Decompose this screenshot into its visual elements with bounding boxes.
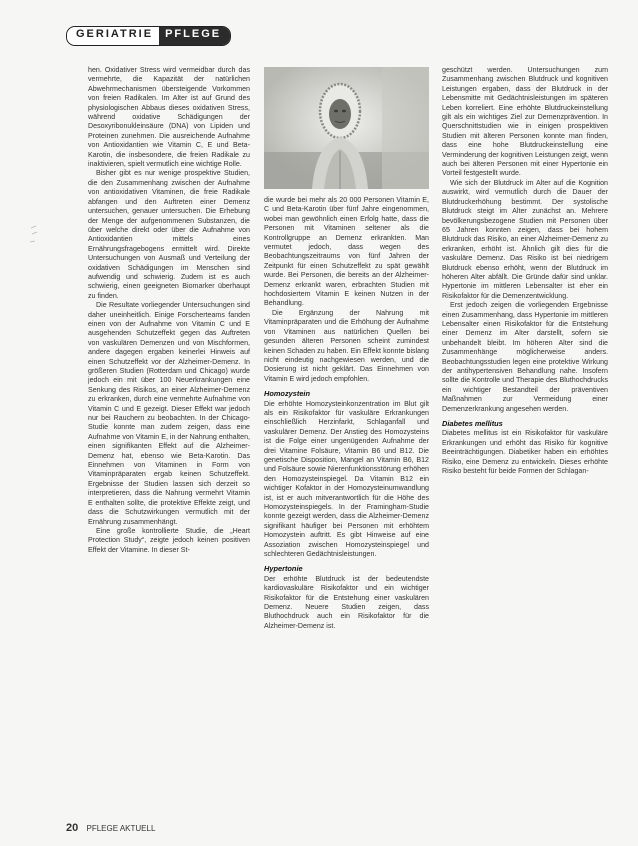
portrait-photo [264,67,429,189]
paragraph: Die Resultate vorliegender Untersuchungen sind daher uneinheitlich. Einige Forscherteams fanden einen von der Aufnahme von Vitamin C und E ausgehenden Schutzeffekt gegen das Auftreten von vaskulären Demenzen und von Mischformen, andere dagegen ergaben keinerlei Hinweis auf einen Schutzeffekt vor der Alzheimer-Demenz. In größeren Studien (Rotterdam und Chicago) wurde jedoch ein mit über 100 Neuerkrankungen eine Senkung des Risikos, an einer Alzheimer-Demenz zu erkranken, durch eine vermehrte Aufnahme von Vitamin C und E gezeigt. Dieser Effekt war jedoch nur bei Rauchern zu beobachten. In der Chicago-Studie konnte man zudem zeigen, dass eine Aufnahme von Vitamin E, in der Nahrung enthalten, einen signifikanten Effekt auf die Alzheimer-Demenz hat, ebenso wie Beta-Karotin. Das Einnehmen von Vitaminen in Form von Vitaminpräparaten ergab keinen Schutzeffekt. Ergebnisse der Studien lassen sich derzeit so interpretieren, dass die Nahrung vermehrt Vitamin E enthalten sollte, die protektive Effekte zeigt, und dass die Schutzwirkungen vermutlich mit der Ernährung zusammenhängt. [88,301,250,526]
paragraph: Der erhöhte Blutdruck ist der bedeutendste kardiovaskuläre Risikofaktor und ein wichtiger Risikofaktor für die Entstehung einer vaskulären Demenz. Neuere Studien zeigen, dass Bluthochdruck auch ein Risikofaktor für die Alzheimer-Demenz ist. [264,574,429,630]
paragraph: Bisher gibt es nur wenige prospektive Studien, die den Zusammenhang zwischen der Aufnahme von antioxidativen Vitaminen, die freie Radikale abfangen und den Auftreten einer Demenz untersuchen, genauer untersuchen. Die Erhebung der Menge der aufgenommenen Substanzen, die über welche direkt oder über die Aufnahme von Antioxidantien mittels eines Ernährungsfragebogens ermittelt wird. Direkte Untersuchungen von Ausmaß und Verteilung der oxidativen Schädigungen im Menschen sind aufwendig und schwierig. Zudem ist es auch schwierig, einen geeigneten Biomarker überhaupt zu finden. [88,169,250,300]
section-header [66,26,231,46]
page-footer [66,822,155,834]
text-column-middle [264,196,429,631]
paragraph: die wurde bei mehr als 20 000 Personen Vitamin E, C und Beta-Karotin über fünf Jahre eingenommen, wobei man gewöhnlich einen Erfolg hatte, dass die Personen mit Vitaminen seltener als die Kontrollgruppe an Demenz erkrankten. Man vermutet jedoch, dass wegen des Beobachtungszeitraums von fünf Jahren der Zeitpunkt für einen Schutzeffekt zu spät gewählt wurde. Bei Personen, die bereits an der Alzheimer-Demenz erkrankt waren, erbrachten Studien mit hochdosiertem Vitamin E keinen Nutzen in der Behandlung. [264,196,429,308]
paragraph: Die Ergänzung der Nahrung mit Vitaminpräparaten und die Erhöhung der Aufnahme von Vitaminen aus natürlichen Quellen bei gesunden älteren Personen scheint zumindest keinen Schaden zu haben. Ein Effekt konnte bislang nicht eindeutig nachgewiesen werden, und die Dosierung ist nicht geklärt. Das Einnehmen von Vitamin E wird jedoch empfohlen. [264,308,429,383]
paragraph: Erst jedoch zeigen die vorliegenden Ergebnisse einen Zusammenhang, dass Hypertonie im mittleren Lebensalter einen Risikofaktor für die Entstehung einer Demenz im Alter darstellt, sofern sie unbehandelt bleibt. Im höheren Alter sind die Zusammenhänge möglicherweise anders. Beobachtungsstudien legen eine protektive Wirkung der antihypertensiven Behandlung nahe. Insofern sollte die Kontrolle und Therapie des Bluthochdrucks ein wichtiger Bestandteil der präventiven Maßnahmen zur Vermeidung einer Demenzerkrankung angesehen werden. [442,301,608,413]
subheading-diabetes: Diabetes mellitus [442,419,503,429]
paragraph: Die erhöhte Homozysteinkonzentration im Blut gilt als ein Risikofaktor für vaskuläre Erkrankungen einschließlich Herzinfarkt, Schlaganfall und vaskulärer Demenz. Der Anstieg des Homozysteins ist die Folge einer ungenügenden Aufnahme der drei Vitamine Folsäure, Vitamin B6 und B12. Die genetische Disposition, Mangel an Vitamin B6, B12 und Folsäure sowie Nierenfunktionsstörung erhöhen den Homozysteinspiegel. Da Vitamin B12 ein wichtiger Kofaktor in der Homozysteinumwandlung ist, ist er auch mitverantwortlich für die Höhe des Homozysteinspiegels. In der Framingham-Studie konnte gezeigt werden, dass die Alzheimer-Demenz signifikant häufiger bei Personen mit erhöhtem Homozystein auftritt. Es gibt Hinweise auf eine Assoziation zwischen Homozysteinspiegel und schlechteren Gedächtnisleistungen. [264,399,429,559]
text-column-right [442,66,608,476]
text-column-left [88,66,250,555]
page-number: 20 [66,822,79,834]
paragraph: hen. Oxidativer Stress wird vermeidbar durch das vermehrte, die Kapazität der natürlichen Abwehrmechanismen übersteigende Vorkommen von freien Radikalen. Im Alter ist auf Grund des physiologischen Abbaus dieses oxidativen Stress, während oxidative Schädigungen der Desoxyribonukleinsäure (DNA) von Lipiden und Proteinen zunehmen. Die ausreichende Aufnahme von Antioxidantien wie Vitamin C, E und Beta-Karotin, die insbesondere, die freien Radikale zu inaktivieren, spielt vermutlich eine wichtige Rolle. [88,66,250,169]
paragraph: geschützt werden. Untersuchungen zum Zusammenhang zwischen Blutdruck und kognitiven Leistungen ergaben, dass der Blutdruck in der Lebensmitte mit Gedächtnisleistungen im späteren Leben korreliert. Eine erhöhte Blutdruckeinstellung gilt als ein wichtiges Ziel zur Demenzprävention. In Querschnittstudien wie in einigen prospektiven Studien mit älteren Personen konnte man finden, dass eine hohe Blutdruckeinstellung eine Verminderung der kognitiven Leistungen zeigt, wenn auch bei älteren Personen mit einer Hypertonie ein Vorteil festgestellt wurde. [442,66,608,178]
section-label-geriatrie: GERIATRIE [67,27,159,45]
portrait-photo-icon [264,67,429,189]
journal-name: PFLEGE AKTUELL [86,824,156,833]
paragraph: Eine große kontrollierte Studie, die „Heart Protection Study“, zeigte jedoch keinen positiven Effekt der Vitamine. In dieser St- [88,526,250,554]
subheading-homozystein: Homozystein [264,389,310,399]
section-label-pflege: PFLEGE [159,27,230,45]
paragraph: Diabetes mellitus ist ein Risikofaktor für vaskuläre Erkrankungen und erhöht das Risiko für kognitive Beeinträchtigungen. Diabetiker haben ein erhöhtes Risiko, eine Demenz zu entwickeln. Dieses erhöhte Risiko besteht für beide Formen der Schlagan- [442,429,608,476]
subheading-hypertonie: Hypertonie [264,564,303,574]
paragraph: Wie sich der Blutdruck im Alter auf die Kognition auswirkt, wird vermutlich durch die Dauer der Blutdruckerhöhung bestimmt. Der systolische Blutdruck steigt im Alter zunächst an. Mehrere bevölkerungsbezogene Studien mit Personen über 65 Jahren konnten zeigen, dass bei hohem Blutdruck das Risiko, an einer Alzheimer-Demenz zu erkranken, erhöht ist. Ähnlich gilt dies für die vaskuläre Demenz. Das Risiko ist bei niedrigem Blutdruck ebenso erhöht, wenn der Blutdruck im höheren Alter abfällt. Die Gründe dafür sind unklar. Hypertonie im mittleren Lebensalter ist eher ein Risikofaktor für die Demenzentwicklung. [442,178,608,300]
margin-mark-icon [28,222,44,262]
